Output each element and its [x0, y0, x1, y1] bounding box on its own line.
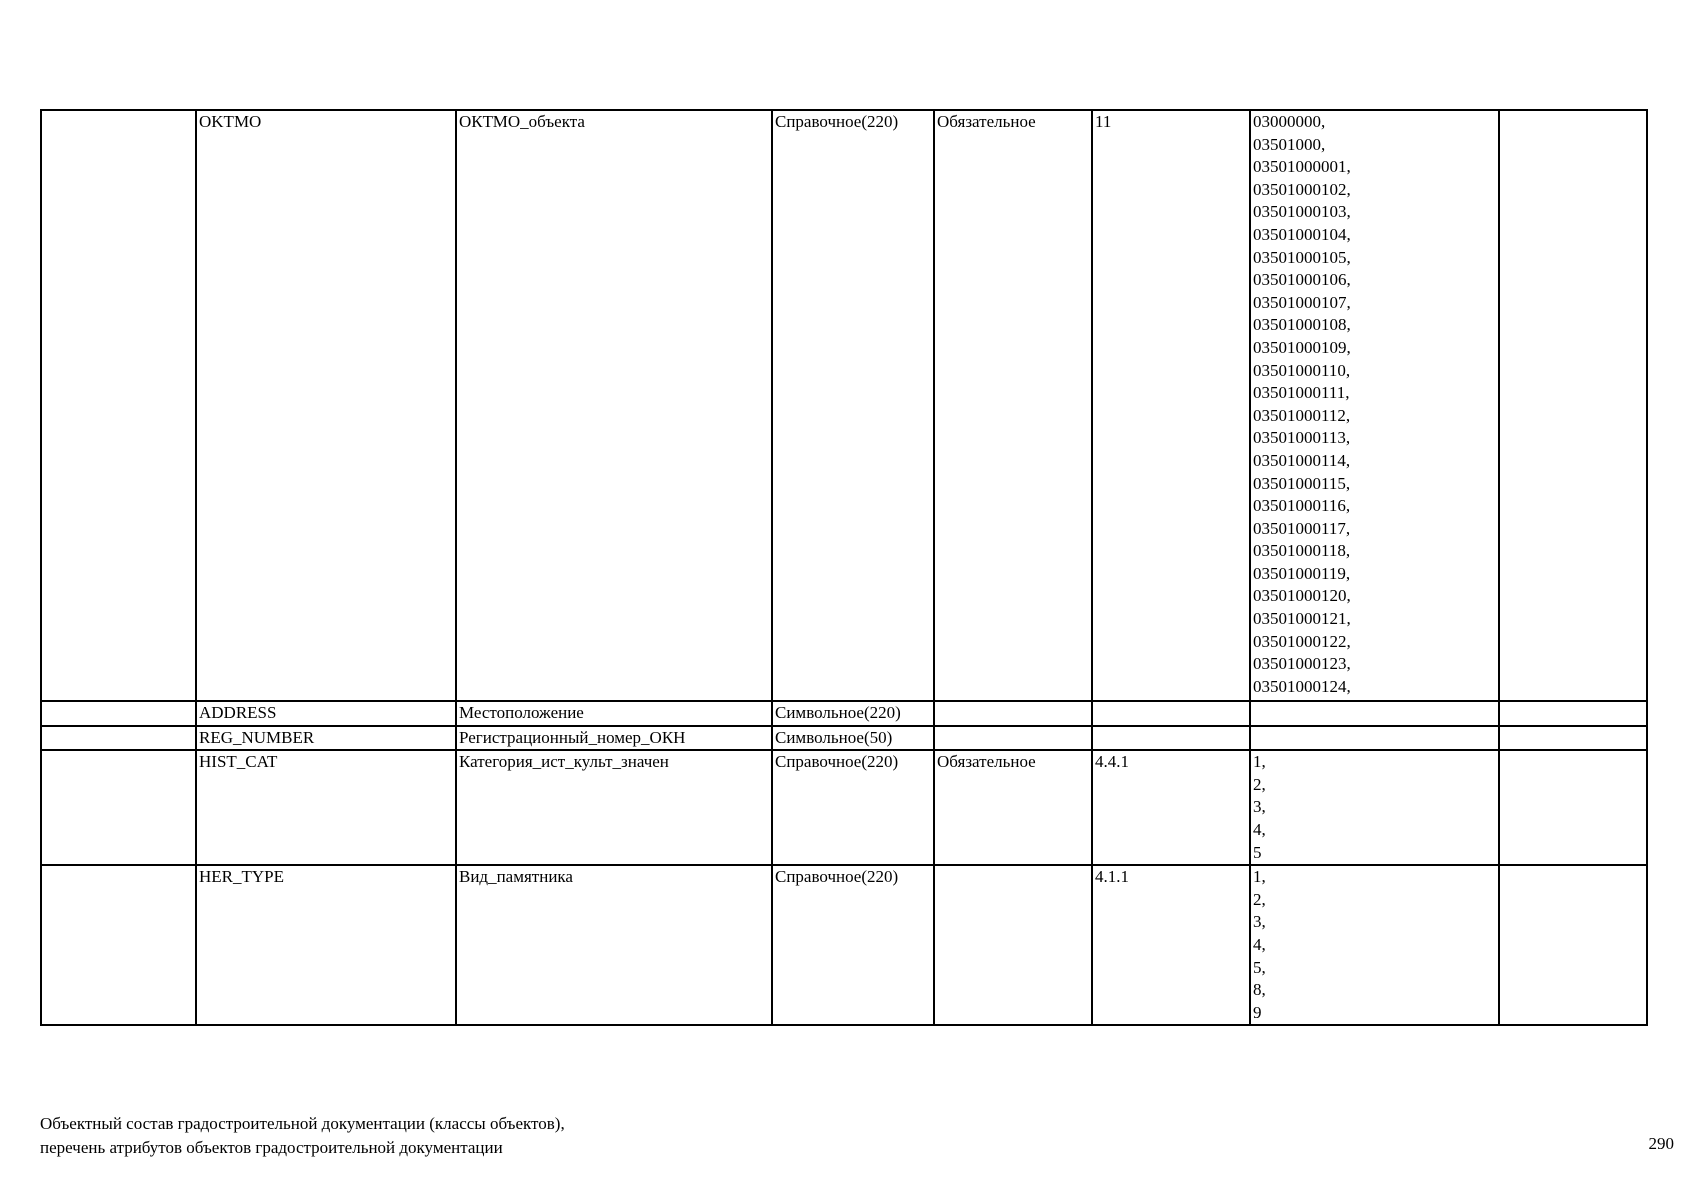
value-item: 03501000108, — [1253, 315, 1351, 335]
attribute-name: Регистрационный_номер_ОКН — [456, 726, 772, 751]
value-item: 1, — [1253, 867, 1266, 887]
value-item: 03501000117, — [1253, 518, 1351, 538]
value-item: 03501000104, — [1253, 224, 1351, 244]
value-item: 03501000121, — [1253, 609, 1351, 629]
attribute-name: ОКТМО_объекта — [456, 110, 772, 701]
value-item: 03501000122, — [1253, 631, 1351, 651]
attribute-reference: 4.4.1 — [1092, 750, 1250, 865]
attribute-type: Символьное(220) — [772, 701, 934, 726]
value-item: 8, — [1253, 980, 1266, 1000]
attribute-type: Символьное(50) — [772, 726, 934, 751]
value-item: 03501000112, — [1253, 405, 1351, 425]
attribute-name: Местоположение — [456, 701, 772, 726]
value-item: 03501000124, — [1253, 676, 1351, 696]
value-item: 03501000119, — [1253, 563, 1351, 583]
page-number: 290 — [1648, 1134, 1674, 1153]
attribute-code: HIST_CAT — [196, 750, 456, 865]
value-item: 03501000105, — [1253, 247, 1351, 267]
value-item: 03501000103, — [1253, 202, 1351, 222]
value-item: 2, — [1253, 774, 1266, 794]
empty-cell — [41, 726, 196, 751]
empty-cell — [41, 701, 196, 726]
attribute-name: Вид_памятника — [456, 865, 772, 1025]
table-row — [41, 750, 1647, 865]
value-item: 9 — [1253, 1002, 1262, 1022]
value-item: 03501000001, — [1253, 157, 1351, 177]
attribute-values — [1250, 726, 1499, 751]
attribute-values — [1250, 701, 1499, 726]
value-item: 5, — [1253, 957, 1266, 977]
attribute-code: OKTMO — [196, 110, 456, 701]
attribute-type: Справочное(220) — [772, 750, 934, 865]
value-item: 03501000106, — [1253, 270, 1351, 290]
empty-cell — [41, 865, 196, 1025]
value-item: 03501000118, — [1253, 541, 1351, 561]
attribute-code: HER_TYPE — [196, 865, 456, 1025]
empty-cell — [1499, 110, 1647, 701]
attribute-reference: 4.1.1 — [1092, 865, 1250, 1025]
empty-cell — [1499, 865, 1647, 1025]
value-item: 3, — [1253, 912, 1266, 932]
value-item: 03501000, — [1253, 134, 1326, 154]
value-item: 03501000109, — [1253, 337, 1351, 357]
value-item: 03000000, — [1253, 112, 1326, 131]
attribute-reference — [1092, 701, 1250, 726]
value-item: 4, — [1253, 934, 1266, 954]
attribute-required — [934, 701, 1092, 726]
attribute-reference — [1092, 726, 1250, 751]
attribute-name: Категория_ист_культ_значен — [456, 750, 772, 865]
attribute-type: Справочное(220) — [772, 865, 934, 1025]
attribute-required — [934, 726, 1092, 751]
value-item: 03501000115, — [1253, 473, 1351, 493]
value-item: 03501000114, — [1253, 450, 1351, 470]
table-row — [41, 701, 1647, 726]
attribute-type: Справочное(220) — [772, 110, 934, 701]
empty-cell — [1499, 750, 1647, 865]
attribute-required — [934, 865, 1092, 1025]
attribute-required: Обязательное — [934, 110, 1092, 701]
value-item: 03501000120, — [1253, 586, 1351, 606]
footer-caption — [40, 1112, 565, 1160]
value-item: 03501000123, — [1253, 654, 1351, 674]
attribute-reference: 11 — [1092, 110, 1250, 701]
attribute-code: REG_NUMBER — [196, 726, 456, 751]
value-item: 03501000111, — [1253, 383, 1350, 403]
empty-cell — [41, 750, 196, 865]
footer-line: перечень атрибутов объектов градостроительной документации — [40, 1138, 503, 1157]
attribute-code: ADDRESS — [196, 701, 456, 726]
value-item: 03501000107, — [1253, 292, 1351, 312]
footer-line: Объектный состав градостроительной документации (классы объектов), — [40, 1114, 565, 1133]
value-item: 2, — [1253, 889, 1266, 909]
attribute-values — [1250, 750, 1499, 865]
table-row — [41, 865, 1647, 1025]
value-item: 5 — [1253, 842, 1262, 862]
value-item: 3, — [1253, 797, 1266, 817]
value-item: 03501000102, — [1253, 179, 1351, 199]
value-item: 1, — [1253, 752, 1266, 772]
empty-cell — [1499, 701, 1647, 726]
table-row — [41, 110, 1647, 701]
table-row — [41, 726, 1647, 751]
empty-cell — [41, 110, 196, 701]
attribute-required: Обязательное — [934, 750, 1092, 865]
value-item: 03501000116, — [1253, 496, 1351, 516]
attributes-table — [40, 109, 1648, 1026]
empty-cell — [1499, 726, 1647, 751]
value-item: 03501000113, — [1253, 428, 1351, 448]
attribute-values — [1250, 110, 1499, 701]
value-item: 4, — [1253, 819, 1266, 839]
value-item: 03501000110, — [1253, 360, 1351, 380]
attribute-values — [1250, 865, 1499, 1025]
